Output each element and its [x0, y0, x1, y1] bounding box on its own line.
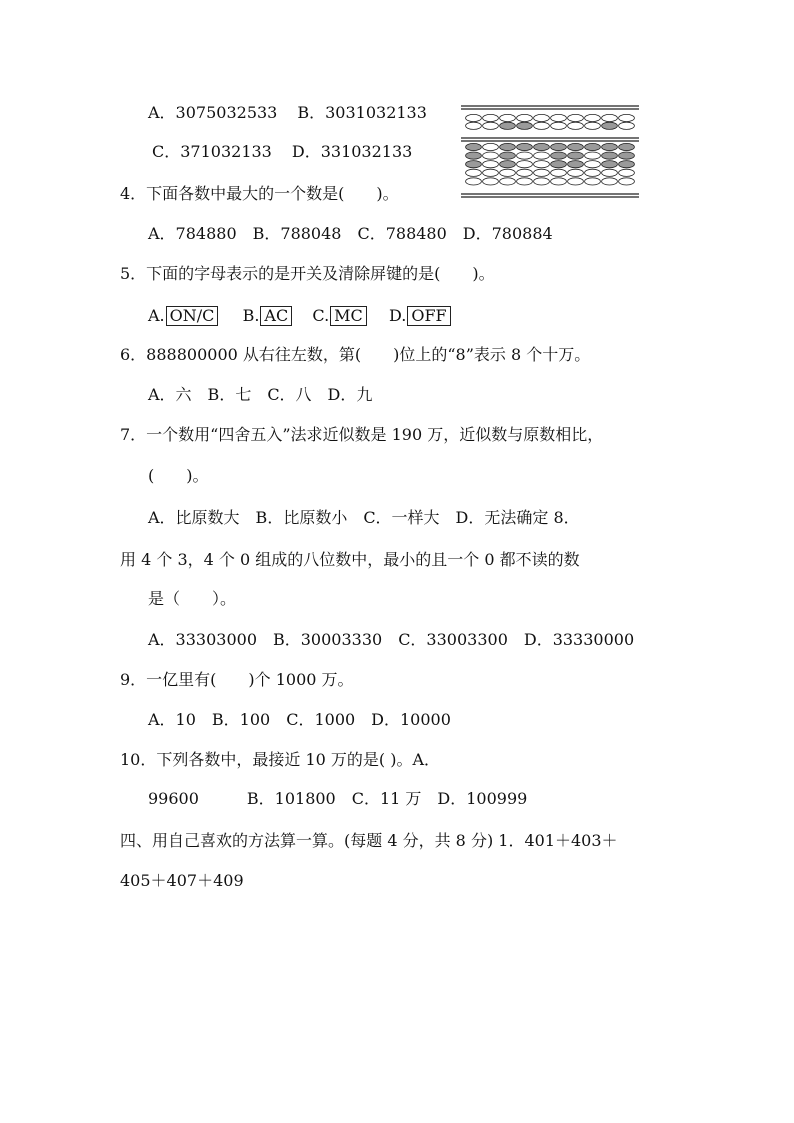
abacus-lower-bead	[568, 169, 584, 176]
abacus-lower-bead	[500, 178, 516, 185]
abacus-figure	[461, 105, 639, 199]
abacus-lower-bead	[585, 143, 601, 150]
section4-line-1: 四、用自己喜欢的方法算一算。(每题 4 分，共 8 分) 1．401＋403＋	[120, 831, 618, 850]
q3-options-row-1	[148, 102, 427, 124]
abacus-lower-bead	[619, 169, 635, 176]
abacus-lower-bead	[517, 152, 533, 159]
q3-option-a: A．3075032533	[148, 103, 278, 122]
q9-options: A．10 B．100 C．1000 D．10000	[148, 710, 451, 729]
abacus-upper-bead	[517, 122, 533, 129]
abacus-upper-bead	[602, 122, 618, 129]
q5-option-d-label: D.	[388, 306, 407, 325]
abacus-upper-bead	[585, 122, 601, 129]
abacus-lower-bead	[568, 143, 584, 150]
abacus-lower-bead	[568, 178, 584, 185]
q3-options-row-2	[152, 141, 412, 163]
q7-blank: ( )。	[148, 466, 209, 485]
abacus-lower-bead	[517, 143, 533, 150]
abacus-upper-bead	[500, 122, 516, 129]
q8-question: 用 4 个 3，4 个 0 组成的八位数中，最小的且一个 0 都不读的数	[120, 550, 580, 569]
q10-options: 99600 B．101800 C．11 万 D．100999	[148, 789, 528, 808]
abacus-upper-bead	[551, 122, 567, 129]
key-mc: MC	[330, 306, 367, 326]
abacus-lower-bead	[619, 161, 635, 168]
key-on-c: ON/C	[166, 306, 219, 326]
abacus-lower-bead	[483, 161, 499, 168]
abacus-lower-bead	[585, 161, 601, 168]
abacus-lower-bead	[619, 143, 635, 150]
abacus-lower-bead	[517, 169, 533, 176]
abacus-upper-bead	[534, 114, 550, 121]
q5-option-a-label: A.	[148, 306, 165, 325]
abacus-lower-bead	[602, 178, 618, 185]
abacus-upper-bead	[585, 114, 601, 121]
q5-options	[148, 305, 451, 327]
q9-question: 9．一亿里有( )个 1000 万。	[120, 670, 354, 689]
q7-question: 7．一个数用“四舍五入”法求近似数是 190 万，近似数与原数相比，	[120, 425, 604, 444]
abacus-upper-bead	[483, 114, 499, 121]
abacus-upper-bead	[568, 122, 584, 129]
abacus-upper-bead	[517, 114, 533, 121]
abacus-lower-bead	[534, 143, 550, 150]
key-off: OFF	[407, 306, 450, 326]
abacus-lower-bead	[466, 178, 482, 185]
abacus-lower-bead	[585, 152, 601, 159]
abacus-upper-bead	[466, 122, 482, 129]
abacus-upper-bead	[483, 122, 499, 129]
abacus-lower-bead	[483, 169, 499, 176]
abacus-lower-bead	[602, 161, 618, 168]
q6-options: A．六 B．七 C．八 D．九	[148, 385, 373, 404]
abacus-lower-bead	[483, 178, 499, 185]
q3-option-d: D．331032133	[291, 142, 413, 161]
abacus-lower-bead	[534, 178, 550, 185]
abacus-lower-bead	[602, 169, 618, 176]
abacus-lower-bead	[568, 152, 584, 159]
abacus-lower-bead	[602, 152, 618, 159]
q10-question: 10．下列各数中，最接近 10 万的是( )。A．	[120, 750, 441, 769]
abacus-upper-bead	[466, 114, 482, 121]
abacus-upper-bead	[551, 114, 567, 121]
abacus-lower-bead	[602, 143, 618, 150]
abacus-lower-bead	[517, 161, 533, 168]
abacus-lower-bead	[466, 152, 482, 159]
abacus-lower-bead	[534, 169, 550, 176]
abacus-lower-bead	[568, 161, 584, 168]
q3-option-b: B．3031032133	[297, 103, 427, 122]
abacus-lower-bead	[466, 143, 482, 150]
abacus-lower-bead	[466, 161, 482, 168]
abacus-upper-bead	[619, 114, 635, 121]
abacus-lower-bead	[483, 143, 499, 150]
q8-blank: 是（ ）。	[148, 589, 237, 608]
q5-option-b-label: B.	[242, 306, 260, 325]
abacus-upper-bead	[568, 114, 584, 121]
abacus-upper-bead	[500, 114, 516, 121]
abacus-upper-bead	[534, 122, 550, 129]
q7-options: A．比原数大 B．比原数小 C．一样大 D．无法确定 8．	[148, 508, 580, 527]
abacus-lower-bead	[500, 143, 516, 150]
section4-line-2: 405＋407＋409	[120, 871, 244, 890]
abacus-lower-bead	[551, 169, 567, 176]
key-ac: AC	[260, 306, 292, 326]
q3-option-c: C．371032133	[152, 142, 272, 161]
abacus-lower-bead	[585, 169, 601, 176]
abacus-lower-bead	[500, 169, 516, 176]
q8-options: A．33303000 B．30003330 C．33003300 D．33330000	[148, 630, 635, 649]
abacus-lower-bead	[551, 178, 567, 185]
abacus-upper-bead	[602, 114, 618, 121]
abacus-lower-bead	[551, 161, 567, 168]
abacus-lower-bead	[500, 161, 516, 168]
abacus-lower-bead	[551, 152, 567, 159]
abacus-lower-bead	[534, 152, 550, 159]
abacus-lower-bead	[619, 152, 635, 159]
abacus-lower-bead	[551, 143, 567, 150]
abacus-lower-bead	[466, 169, 482, 176]
q4-options: A．784880 B．788048 C．788480 D．780884	[148, 224, 553, 243]
q6-question: 6．888800000 从右往左数，第( )位上的“8”表示 8 个十万。	[120, 345, 591, 364]
abacus-lower-bead	[534, 161, 550, 168]
abacus-lower-bead	[619, 178, 635, 185]
q5-question: 5．下面的字母表示的是开关及清除屏键的是( )。	[120, 264, 495, 283]
abacus-lower-bead	[483, 152, 499, 159]
abacus-lower-bead	[585, 178, 601, 185]
abacus-upper-bead	[619, 122, 635, 129]
abacus-lower-bead	[517, 178, 533, 185]
q4-question: 4．下面各数中最大的一个数是( )。	[120, 184, 399, 203]
abacus-lower-bead	[500, 152, 516, 159]
q5-option-c-label: C.	[312, 306, 330, 325]
